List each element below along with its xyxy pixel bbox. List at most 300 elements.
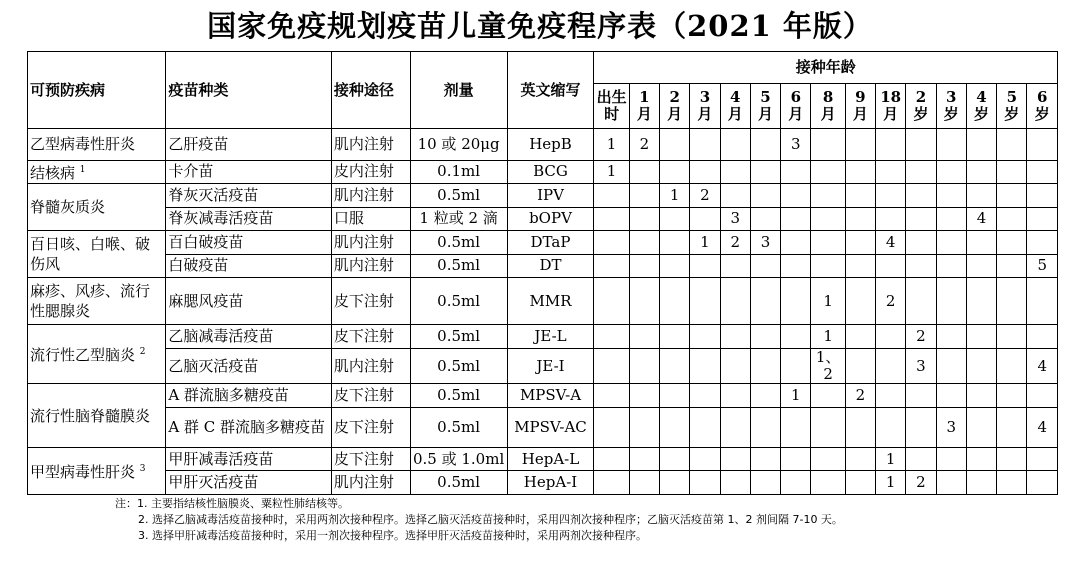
schedule-cell xyxy=(750,447,780,471)
schedule-cell xyxy=(936,129,966,161)
vaccine-cell: 卡介苗 xyxy=(166,160,332,184)
dose-cell: 0.5ml xyxy=(410,278,507,325)
schedule-cell: 1 xyxy=(876,471,906,495)
schedule-cell xyxy=(750,207,780,231)
vaccine-cell: 百白破疫苗 xyxy=(166,231,332,255)
schedule-cell xyxy=(750,254,780,278)
schedule-cell xyxy=(845,447,875,471)
disease-cell xyxy=(28,278,166,325)
schedule-cell: 2 xyxy=(906,471,936,495)
schedule-cell xyxy=(690,447,720,471)
schedule-cell xyxy=(1027,384,1058,408)
schedule-cell xyxy=(997,384,1027,408)
route-cell: 口服 xyxy=(331,207,410,231)
schedule-cell xyxy=(781,447,811,471)
abbr-cell: MPSV-A xyxy=(507,384,594,408)
age-header-part: 月 xyxy=(667,105,683,123)
schedule-cell: 5 xyxy=(1027,254,1058,278)
schedule-cell xyxy=(845,207,875,231)
schedule-cell xyxy=(811,407,845,447)
schedule-cell xyxy=(876,407,906,447)
immunization-schedule-table xyxy=(27,51,1058,495)
schedule-cell xyxy=(966,231,996,255)
disease-cell xyxy=(28,231,166,278)
age-header-part: 月 xyxy=(788,105,804,123)
schedule-cell xyxy=(1027,447,1058,471)
header-abbr: 英文缩写 xyxy=(507,52,594,129)
schedule-cell xyxy=(750,384,780,408)
schedule-cell xyxy=(966,278,996,325)
abbr-cell: MPSV-AC xyxy=(507,407,594,447)
age-header-part: 月 xyxy=(883,105,899,123)
vaccine-cell: 乙肝疫苗 xyxy=(166,129,332,161)
header-disease: 可预防疾病 xyxy=(28,52,166,129)
age-header-2 xyxy=(660,84,690,129)
schedule-cell xyxy=(876,384,906,408)
age-header-part: 6 xyxy=(1037,88,1048,106)
dose-cell: 1 粒或 2 滴 xyxy=(410,207,507,231)
schedule-cell xyxy=(876,254,906,278)
schedule-cell: 1 xyxy=(811,325,845,349)
schedule-cell: 2 xyxy=(629,129,659,161)
age-header-10 xyxy=(906,84,936,129)
schedule-cell: 4 xyxy=(1027,348,1058,384)
schedule-cell xyxy=(845,129,875,161)
schedule-cell xyxy=(936,384,966,408)
schedule-cell xyxy=(966,384,996,408)
schedule-cell xyxy=(690,471,720,495)
dose-cell: 0.5ml xyxy=(410,348,507,384)
age-header-part: 月 xyxy=(727,105,743,123)
disease-name: 百日咳、白喉、破伤风 xyxy=(30,235,151,274)
schedule-cell xyxy=(629,231,659,255)
route-cell: 皮下注射 xyxy=(331,447,410,471)
schedule-cell xyxy=(781,254,811,278)
schedule-cell xyxy=(997,407,1027,447)
schedule-cell xyxy=(966,160,996,184)
table-row xyxy=(28,407,1058,447)
schedule-cell xyxy=(629,160,659,184)
schedule-cell: 4 xyxy=(1027,407,1058,447)
schedule-cell xyxy=(845,325,875,349)
route-cell: 皮下注射 xyxy=(331,407,410,447)
schedule-cell xyxy=(720,348,750,384)
schedule-cell xyxy=(811,447,845,471)
schedule-cell xyxy=(845,471,875,495)
schedule-cell xyxy=(997,254,1027,278)
schedule-cell: 2 xyxy=(876,278,906,325)
schedule-cell xyxy=(594,207,629,231)
schedule-cell xyxy=(720,254,750,278)
age-header-0 xyxy=(594,84,629,129)
schedule-cell: 3 xyxy=(936,407,966,447)
schedule-cell xyxy=(660,207,690,231)
schedule-cell xyxy=(660,325,690,349)
schedule-cell xyxy=(660,278,690,325)
schedule-cell xyxy=(936,325,966,349)
schedule-cell xyxy=(1027,471,1058,495)
age-header-9 xyxy=(876,84,906,129)
schedule-cell xyxy=(594,231,629,255)
schedule-cell xyxy=(750,184,780,208)
route-cell: 肌内注射 xyxy=(331,348,410,384)
schedule-cell xyxy=(1027,207,1058,231)
schedule-cell xyxy=(660,471,690,495)
age-header-part: 岁 xyxy=(1034,105,1050,123)
schedule-cell xyxy=(720,160,750,184)
schedule-cell xyxy=(690,160,720,184)
schedule-cell xyxy=(997,278,1027,325)
schedule-cell xyxy=(811,471,845,495)
schedule-cell: 2 xyxy=(906,325,936,349)
schedule-cell xyxy=(750,325,780,349)
vaccine-cell: 白破疫苗 xyxy=(166,254,332,278)
schedule-cell xyxy=(781,278,811,325)
schedule-cell xyxy=(936,348,966,384)
age-header-1 xyxy=(629,84,659,129)
schedule-cell xyxy=(906,254,936,278)
abbr-cell: BCG xyxy=(507,160,594,184)
schedule-cell xyxy=(845,231,875,255)
schedule-cell: 2 xyxy=(690,184,720,208)
table-row xyxy=(28,207,1058,231)
schedule-cell xyxy=(936,254,966,278)
schedule-cell xyxy=(720,471,750,495)
header-route: 接种途径 xyxy=(331,52,410,129)
schedule-cell xyxy=(906,447,936,471)
footnote-marker: 1 xyxy=(79,164,86,175)
schedule-cell xyxy=(629,207,659,231)
schedule-cell xyxy=(966,471,996,495)
age-header-14 xyxy=(1027,84,1058,129)
age-header-part: 4 xyxy=(730,88,741,106)
schedule-cell xyxy=(750,471,780,495)
footnote-3: 3. 选择甲肝减毒活疫苗接种时，采用一剂次接种程序。选择甲肝灭活疫苗接种时，采用两剂次接种程序。 xyxy=(138,529,647,542)
schedule-cell xyxy=(936,207,966,231)
header-vaccine: 疫苗种类 xyxy=(166,52,332,129)
route-cell: 肌内注射 xyxy=(331,129,410,161)
schedule-cell xyxy=(936,231,966,255)
abbr-cell: DTaP xyxy=(507,231,594,255)
age-header-part: 出生 xyxy=(596,88,627,106)
table-row xyxy=(28,254,1058,278)
age-header-part: 岁 xyxy=(913,105,929,123)
disease-cell xyxy=(28,160,166,184)
table-row xyxy=(28,231,1058,255)
schedule-cell: 3 xyxy=(906,348,936,384)
schedule-cell: 1 xyxy=(876,447,906,471)
schedule-cell xyxy=(660,348,690,384)
age-header-part: 18 xyxy=(880,88,902,106)
schedule-cell xyxy=(811,160,845,184)
header-age-group: 接种年龄 xyxy=(594,52,1058,84)
schedule-cell xyxy=(1027,129,1058,161)
disease-cell xyxy=(28,384,166,447)
schedule-cell xyxy=(876,160,906,184)
schedule-cell xyxy=(594,254,629,278)
route-cell: 皮内注射 xyxy=(331,160,410,184)
schedule-cell xyxy=(811,129,845,161)
age-header-part: 月 xyxy=(697,105,713,123)
schedule-cell xyxy=(845,407,875,447)
vaccine-cell: 乙脑减毒活疫苗 xyxy=(166,325,332,349)
schedule-cell xyxy=(750,160,780,184)
schedule-cell xyxy=(845,184,875,208)
schedule-cell xyxy=(660,254,690,278)
schedule-cell xyxy=(720,129,750,161)
age-header-part: 岁 xyxy=(943,105,959,123)
schedule-cell xyxy=(1027,278,1058,325)
vaccine-cell: 甲肝减毒活疫苗 xyxy=(166,447,332,471)
header-dose: 剂量 xyxy=(410,52,507,129)
age-header-part: 8 xyxy=(822,88,834,106)
dose-cell: 0.1ml xyxy=(410,160,507,184)
schedule-cell xyxy=(1027,325,1058,349)
schedule-cell xyxy=(876,184,906,208)
vaccine-cell: 乙脑灭活疫苗 xyxy=(166,348,332,384)
schedule-cell xyxy=(997,447,1027,471)
age-header-part: 2 xyxy=(915,88,927,106)
disease-name: 甲型病毒性肝炎 xyxy=(30,462,136,481)
schedule-cell: 2 xyxy=(845,384,875,408)
schedule-cell xyxy=(811,207,845,231)
age-header-13 xyxy=(997,84,1027,129)
schedule-cell xyxy=(594,278,629,325)
route-cell: 皮下注射 xyxy=(331,325,410,349)
dose-cell: 0.5ml xyxy=(410,325,507,349)
schedule-cell xyxy=(906,207,936,231)
schedule-cell: 1 xyxy=(594,129,629,161)
route-cell: 肌内注射 xyxy=(331,184,410,208)
schedule-cell: 1 xyxy=(660,184,690,208)
schedule-cell xyxy=(750,407,780,447)
age-header-part: 6 xyxy=(790,88,801,106)
footnotes xyxy=(115,496,843,544)
schedule-cell xyxy=(997,325,1027,349)
schedule-cell xyxy=(966,184,996,208)
dose-cell: 0.5ml xyxy=(410,471,507,495)
schedule-cell xyxy=(845,348,875,384)
schedule-cell xyxy=(781,407,811,447)
route-cell: 皮下注射 xyxy=(331,278,410,325)
schedule-cell xyxy=(629,254,659,278)
age-header-7 xyxy=(811,84,845,129)
schedule-cell xyxy=(750,129,780,161)
schedule-cell: 3 xyxy=(781,129,811,161)
abbr-cell: MMR xyxy=(507,278,594,325)
schedule-cell xyxy=(720,407,750,447)
schedule-cell xyxy=(811,231,845,255)
schedule-cell xyxy=(629,447,659,471)
schedule-cell xyxy=(966,325,996,349)
table-row xyxy=(28,447,1058,471)
schedule-cell xyxy=(936,471,966,495)
schedule-cell xyxy=(906,231,936,255)
schedule-cell xyxy=(629,278,659,325)
schedule-cell: 1 xyxy=(690,231,720,255)
age-header-11 xyxy=(936,84,966,129)
age-header-part: 3 xyxy=(699,88,711,106)
abbr-cell: bOPV xyxy=(507,207,594,231)
schedule-cell xyxy=(1027,231,1058,255)
schedule-cell xyxy=(660,231,690,255)
schedule-cell xyxy=(906,278,936,325)
schedule-cell xyxy=(811,254,845,278)
schedule-cell xyxy=(811,384,845,408)
age-header-part: 5 xyxy=(760,88,771,106)
schedule-cell: 1 xyxy=(781,384,811,408)
schedule-cell xyxy=(781,348,811,384)
schedule-cell xyxy=(629,184,659,208)
schedule-cell xyxy=(629,407,659,447)
schedule-cell xyxy=(594,447,629,471)
schedule-cell xyxy=(594,348,629,384)
age-header-part: 1 xyxy=(639,88,650,106)
schedule-cell xyxy=(690,207,720,231)
schedule-cell xyxy=(936,447,966,471)
abbr-cell: HepA-L xyxy=(507,447,594,471)
disease-cell xyxy=(28,129,166,161)
table-row xyxy=(28,184,1058,208)
footnote-1: 注：1. 主要指结核性脑膜炎、粟粒性肺结核等。 xyxy=(115,497,349,510)
schedule-cell xyxy=(997,348,1027,384)
age-header-12 xyxy=(966,84,996,129)
schedule-cell xyxy=(690,384,720,408)
disease-name: 乙型病毒性肝炎 xyxy=(30,134,136,153)
age-header-part: 9 xyxy=(855,88,866,106)
schedule-cell xyxy=(845,160,875,184)
schedule-cell xyxy=(629,471,659,495)
schedule-cell: 1、2 xyxy=(811,348,845,384)
schedule-cell xyxy=(966,407,996,447)
schedule-cell: 3 xyxy=(720,207,750,231)
schedule-cell xyxy=(660,129,690,161)
schedule-cell xyxy=(690,254,720,278)
schedule-cell xyxy=(781,160,811,184)
abbr-cell: JE-I xyxy=(507,348,594,384)
schedule-cell xyxy=(750,278,780,325)
schedule-cell xyxy=(690,325,720,349)
age-header-part: 月 xyxy=(852,105,868,123)
schedule-cell xyxy=(966,447,996,471)
schedule-cell xyxy=(906,407,936,447)
dose-cell: 0.5ml xyxy=(410,184,507,208)
schedule-cell xyxy=(781,184,811,208)
schedule-cell xyxy=(1027,160,1058,184)
page-title: 国家免疫规划疫苗儿童免疫程序表（2021 年版） xyxy=(207,9,873,43)
abbr-cell: JE-L xyxy=(507,325,594,349)
schedule-cell xyxy=(966,254,996,278)
dose-cell: 0.5ml xyxy=(410,384,507,408)
schedule-cell xyxy=(906,129,936,161)
schedule-cell xyxy=(936,278,966,325)
schedule-cell xyxy=(720,447,750,471)
vaccine-cell: 脊灰灭活疫苗 xyxy=(166,184,332,208)
footnote-marker: 3 xyxy=(139,463,146,474)
schedule-cell xyxy=(966,129,996,161)
schedule-cell xyxy=(936,160,966,184)
schedule-cell xyxy=(660,160,690,184)
table-row xyxy=(28,129,1058,161)
abbr-cell: DT xyxy=(507,254,594,278)
schedule-cell: 1 xyxy=(594,160,629,184)
vaccine-cell: 脊灰减毒活疫苗 xyxy=(166,207,332,231)
schedule-cell xyxy=(997,160,1027,184)
schedule-cell xyxy=(594,407,629,447)
age-header-part: 岁 xyxy=(974,105,990,123)
age-header-8 xyxy=(845,84,875,129)
schedule-cell xyxy=(906,384,936,408)
table-row xyxy=(28,278,1058,325)
schedule-cell xyxy=(966,348,996,384)
schedule-cell xyxy=(997,231,1027,255)
schedule-cell xyxy=(660,407,690,447)
route-cell: 皮下注射 xyxy=(331,384,410,408)
schedule-cell xyxy=(781,325,811,349)
age-header-part: 月 xyxy=(757,105,773,123)
schedule-cell xyxy=(594,184,629,208)
schedule-cell xyxy=(936,184,966,208)
dose-cell: 0.5ml xyxy=(410,407,507,447)
schedule-cell xyxy=(629,384,659,408)
schedule-cell xyxy=(781,231,811,255)
vaccine-cell: 甲肝灭活疫苗 xyxy=(166,471,332,495)
age-header-4 xyxy=(720,84,750,129)
schedule-cell: 4 xyxy=(966,207,996,231)
schedule-cell xyxy=(811,184,845,208)
disease-cell xyxy=(28,447,166,494)
age-header-part: 5 xyxy=(1006,88,1018,106)
disease-name: 流行性乙型脑炎 xyxy=(30,346,136,365)
age-header-5 xyxy=(750,84,780,129)
schedule-cell xyxy=(876,348,906,384)
age-header-part: 月 xyxy=(820,105,836,123)
age-header-part: 月 xyxy=(636,105,652,123)
schedule-cell xyxy=(690,348,720,384)
footnote-marker: 2 xyxy=(139,347,146,358)
schedule-cell xyxy=(906,184,936,208)
schedule-cell xyxy=(750,348,780,384)
dose-cell: 0.5 或 1.0ml xyxy=(410,447,507,471)
route-cell: 肌内注射 xyxy=(331,231,410,255)
vaccine-cell: 麻腮风疫苗 xyxy=(166,278,332,325)
dose-cell: 0.5ml xyxy=(410,231,507,255)
abbr-cell: HepB xyxy=(507,129,594,161)
schedule-cell xyxy=(781,471,811,495)
schedule-cell xyxy=(720,278,750,325)
dose-cell: 10 或 20μg xyxy=(410,129,507,161)
schedule-cell xyxy=(594,384,629,408)
schedule-cell xyxy=(629,348,659,384)
age-header-3 xyxy=(690,84,720,129)
age-header-part: 岁 xyxy=(1004,105,1020,123)
table-row xyxy=(28,160,1058,184)
schedule-cell xyxy=(594,325,629,349)
schedule-cell xyxy=(997,129,1027,161)
disease-name: 麻疹、风疹、流行性腮腺炎 xyxy=(30,282,151,321)
schedule-cell xyxy=(845,254,875,278)
schedule-cell xyxy=(690,278,720,325)
schedule-cell xyxy=(720,325,750,349)
footnote-2: 2. 选择乙脑减毒活疫苗接种时，采用两剂次接种程序。选择乙脑灭活疫苗接种时，采用四剂次接种程序；乙脑灭活疫苗第 1、2 剂间隔 7-10 天。 xyxy=(138,513,843,526)
schedule-cell xyxy=(906,160,936,184)
schedule-cell xyxy=(690,129,720,161)
schedule-cell: 1 xyxy=(811,278,845,325)
schedule-cell xyxy=(997,207,1027,231)
schedule-cell xyxy=(876,207,906,231)
age-header-part: 时 xyxy=(604,105,620,123)
schedule-cell xyxy=(690,407,720,447)
